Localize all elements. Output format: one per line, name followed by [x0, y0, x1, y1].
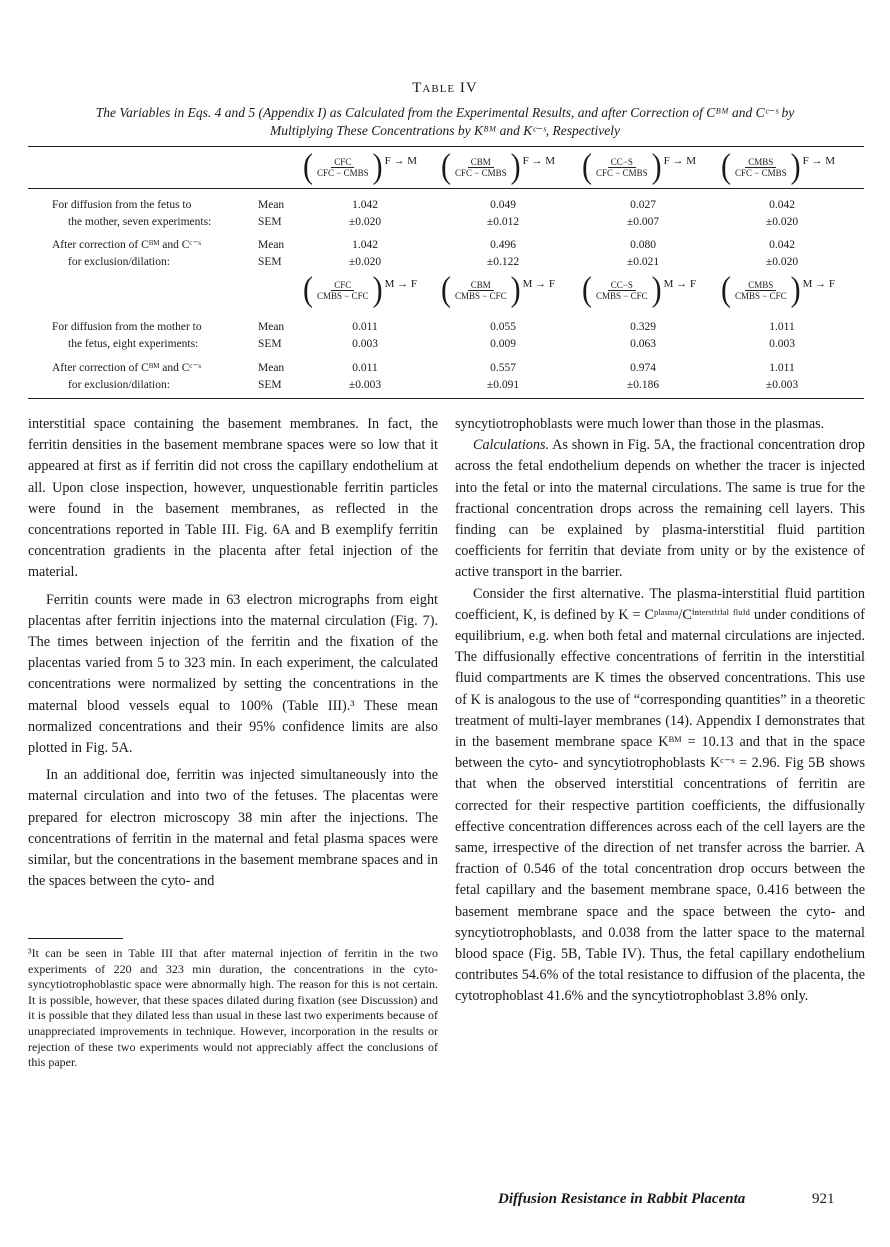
table-cell: 1.011 ±0.003	[765, 362, 799, 391]
table-cell: 0.974 ±0.186	[626, 362, 660, 391]
row-stat: Mean SEM	[258, 199, 285, 228]
page-number: 921	[812, 1191, 835, 1207]
footnote-rule	[28, 938, 123, 939]
left-column	[28, 414, 438, 892]
table-caption: The Variables in Eqs. 4 and 5 (Appendix I) as Calculated from the Experimental Results, and after Correction of Cᴮᴹ and Cᶜ⁻ˢ by Multiplying These Concentrations by Kᴮᴹ and Kᶜ⁻ˢ, Respectively	[95, 105, 795, 138]
row-stat: Mean SEM	[258, 362, 285, 391]
row-stat: Mean SEM	[258, 321, 285, 350]
right-paragraph-3: Consider the first alternative. The plasma-interstitial fluid partition coefficient, K, is defined by K = Cᵖˡᵃˢᵐᵃ/Cⁱⁿᵗᵉʳˢᵗⁱᵗⁱᵃˡ ᶠˡᵘⁱᵈ under conditions of equilibrium, e.g. when both fetal and maternal circulations are injected. The diffusionally effective concentrations of ferritin in the interstitial fluid compartments are K times the observed concentrations. This use of K is analogous to the use of “corresponding quantities” in a theoretic treatment of multi-layer membranes (14). Appendix I demonstrates that in the basement membrane space Kᴮᴹ = 10.13 and that in the space between the cyto- and syncytiotrophoblasts Kᶜ⁻ˢ = 2.96. Fig 5B shows that when the observed interstitial concentrations of ferritin are corrected for their respective partition coefficients, the diffusionally effective concentration differences across each of the cell layers are the same, irrespective of the direction of net transfer across the barrier. A fraction of 0.546 of the total concentration drop occurs between the fetal capillary and the basement membrane space, 0.416 between the basement membrane space and the space between the cyto- and syncytiotrophoblasts, and 0.038 from the latter space to the maternal blood space (Fig. 5B, Table IV). Thus, the fetal capillary endothelium contributes 54.6% of the total resistance to diffusion of the placenta, the cytotrophoblast 41.6% and the syncytiotrophoblast 3.8% only.	[455, 585, 865, 1005]
footnote: ³It can be seen in Table III that after maternal injection of ferritin in the two experiments of 220 and 323 min duration, the concentrations in the cyto-syncytiotrophoblastic space were abnormally high. The reason for this is not certain. It is possible, however, that these spaces dilated during fixation (see Discussion) and it is possible that they dilated less than usual in these last two experiments because of unappreciated improvements in technique. However, incorporation in the results or rejection of these two experiments would not appreciably affect the conclusions of this paper.	[28, 946, 438, 1070]
row-label: After correction of Cᴮᴹ and Cᶜ⁻ˢ for exclusion/dilation:	[52, 239, 201, 268]
table-cell: 0.557 ±0.091	[486, 362, 520, 391]
table-cell: 1.042 ±0.020	[348, 199, 382, 228]
row-label: After correction of Cᴮᴹ and Cᶜ⁻ˢ for exclusion/dilation:	[52, 362, 201, 391]
left-paragraph-1: interstitial space containing the basement membranes. In fact, the ferritin densities in the basement membrane spaces were so low that it appeared at first as if ferritin did not cross the capillary endothelium at all. Upon close inspection, however, unquestionable ferritin particles were found in the basement membranes, as reflected in the concentrations reported in Table III. Fig. 6A and B exemplify ferritin concentration gradients in the placenta after fetal injection of the material.	[28, 416, 438, 581]
table-cell: 0.329 0.063	[630, 321, 656, 350]
header-mf-cmbs: ( $\frac{\text{CMBS}}{\text{CMBS − CFC}}$ ) M → F	[721, 270, 836, 309]
header-mf-cfc: ( $\frac{\text{CFC}}{\text{CMBS − CFC}}$ ) M → F	[303, 270, 418, 309]
table-cell: 0.080 ±0.021	[626, 239, 660, 268]
header-fm-cbm: ( $\frac{\text{CBM}}{\text{CFC − CMBS}}$ ) F → M	[441, 147, 556, 186]
table-title: Table IV	[412, 80, 478, 96]
header-mf-cbm: ( $\frac{\text{CBM}}{\text{CMBS − CFC}}$ ) M → F	[441, 270, 556, 309]
row-label: For diffusion from the mother to the fetus, eight experiments:	[52, 321, 202, 350]
table-cell: 0.011 0.003	[352, 321, 378, 350]
table-cell: 1.042 ±0.020	[348, 239, 382, 268]
left-paragraph-2: Ferritin counts were made in 63 electron micrographs from eight placentas after ferritin injections into the maternal circulation (Fig. 7). The times between injection of the ferritin and the fixation of the placentas varied from 5 to 323 min. In each experiment, the calculated concentrations were normalized by setting the concentrations in the maternal blood vessels equal to 100% (Table III).³ These mean normalized concentrations and their 95% confidence limits are also plotted in Fig. 5A.	[28, 591, 438, 757]
right-paragraph-1: syncytiotrophoblasts were much lower than those in the plasmas.	[455, 416, 825, 432]
header-fm-cmbs: ( $\frac{\text{CMBS}}{\text{CFC − CMBS}}$ ) F → M	[721, 147, 836, 186]
row-stat: Mean SEM	[258, 239, 285, 268]
table-header-rule	[28, 188, 864, 189]
table-cell: 0.042 ±0.020	[765, 239, 799, 268]
table-cell: 0.049 ±0.012	[486, 199, 520, 228]
table-cell: 0.011 ±0.003	[348, 362, 382, 391]
section-heading: Calculations.	[473, 437, 550, 454]
table-bottom-rule	[28, 398, 864, 399]
table-cell: 0.027 ±0.007	[626, 199, 660, 228]
right-paragraph-2: Calculations. As shown in Fig. 5A, the fractional concentration drop across the fetal endothelium depends on whether the tracer is injected into the fetal or into the maternal circulations. The same is true for the fractional concentration drops across the remaining cell layers. This finding can be explained by plasma-interstitial fluid partition coefficients for ferritin that deviate from unity or by the existence of active transport in the barrier.	[455, 437, 865, 581]
table-cell: 1.011 0.003	[769, 321, 795, 350]
left-paragraph-3: In an additional doe, ferritin was injected simultaneously into the maternal circulation and into two of the fetuses. The placentas were prepared for electron microscopy 38 min after the injections. The concentrations of ferritin in the maternal and fetal plasma spaces were similar, but the concentrations in the basement membrane spaces and in the spaces between the cyto- and	[28, 767, 438, 890]
header-fm-ccs: ( $\frac{CC-S}{\text{CFC − CMBS}}$ ) F → M	[582, 147, 697, 186]
table-cell: 0.042 ±0.020	[765, 199, 799, 228]
header-fm-cfc: ( $\frac{\text{CFC}}{\text{CFC − CMBS}}$ ) F → M	[303, 147, 418, 186]
row-label: For diffusion from the fetus to the mother, seven experiments:	[52, 199, 212, 228]
header-mf-ccs: ( $\frac{CC-S}{\text{CMBS − CFC}}$ ) M → F	[582, 270, 697, 309]
running-title: Diffusion Resistance in Rabbit Placenta	[498, 1191, 746, 1207]
right-column	[455, 414, 865, 1008]
table-cell: 0.055 0.009	[490, 321, 516, 350]
table-cell: 0.496 ±0.122	[486, 239, 520, 268]
